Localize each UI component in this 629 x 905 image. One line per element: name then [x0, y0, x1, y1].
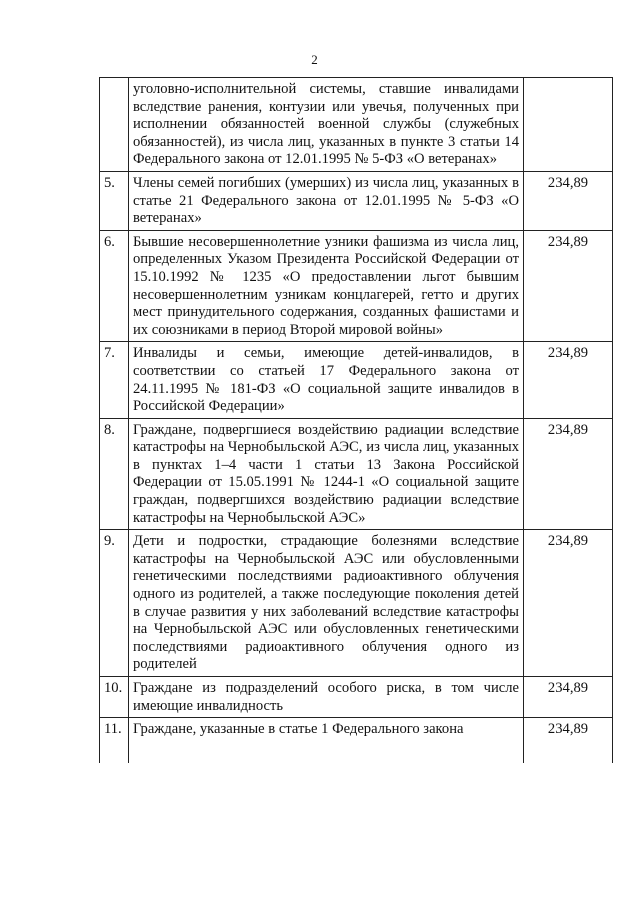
- row-text: Дети и подростки, страдающие болезнями вследствие катастрофы на Чернобыльской АЭС или обусловленными генетическими последствиями радиоактивного облучения одного из родителей, а также последующие поколения детей в случае развития у них заболеваний вследствие катастрофы на Чернобыльской АЭС или обусловленных генетическими последствиями радиоактивного облучения одного из родителей: [129, 530, 524, 677]
- row-number: 8.: [100, 418, 129, 530]
- row-text: уголовно-исполнительной системы, ставшие инвалидами вследствие ранения, контузии или увечья, полученных при исполнении обязанностей военной службы (служебных обязанностей), из числа лиц, указанных в пункте 3 статьи 14 Федерального закона от 12.01.1995 № 5-ФЗ «О ветеранах»: [129, 78, 524, 172]
- row-text: Граждане, подвергшиеся воздействию радиации вследствие катастрофы на Чернобыльской АЭС, из числа лиц, указанных в пунктах 1–4 части 1 статьи 13 Закона Российской Федерации от 15.05.1991 № 1244-1 «О социальной защите граждан, подвергшихся воздействию радиации вследствие катастрофы на Чернобыльской АЭС»: [129, 418, 524, 530]
- row-amount: 234,89: [524, 677, 613, 718]
- table-row: [100, 78, 613, 172]
- table-row: [100, 230, 613, 342]
- row-number: 5.: [100, 171, 129, 230]
- row-number: 10.: [100, 677, 129, 718]
- table-row: [100, 342, 613, 418]
- row-amount: 234,89: [524, 342, 613, 418]
- row-number: [100, 78, 129, 172]
- row-text: Инвалиды и семьи, имеющие детей-инвалидов, в соответствии со статьей 17 Федерального закона от 24.11.1995 № 181-ФЗ «О социальной защите инвалидов в Российской Федерации»: [129, 342, 524, 418]
- row-text: Граждане, указанные в статье 1 Федерального закона: [129, 718, 524, 764]
- row-number: 9.: [100, 530, 129, 677]
- benefits-table: [99, 77, 613, 763]
- table-row: [100, 418, 613, 530]
- row-amount: 234,89: [524, 418, 613, 530]
- row-text: Бывшие несовершеннолетние узники фашизма из числа лиц, определенных Указом Президента Российской Федерации от 15.10.1992 № 1235 «О предоставлении льгот бывшим несовершеннолетним узникам концлагерей, гетто и других мест принудительного содержания, созданных фашистами и их союзниками в период Второй мировой войны»: [129, 230, 524, 342]
- row-number: 6.: [100, 230, 129, 342]
- table-row: [100, 171, 613, 230]
- row-number: 7.: [100, 342, 129, 418]
- row-amount: 234,89: [524, 530, 613, 677]
- row-number: 11.: [100, 718, 129, 764]
- row-amount: [524, 78, 613, 172]
- table-row: [100, 677, 613, 718]
- row-amount: 234,89: [524, 171, 613, 230]
- table-row: [100, 530, 613, 677]
- table-row: [100, 718, 613, 764]
- row-amount: 234,89: [524, 718, 613, 764]
- row-amount: 234,89: [524, 230, 613, 342]
- page-number: 2: [311, 52, 318, 67]
- row-text: Члены семей погибших (умерших) из числа лиц, указанных в статье 21 Федерального закона от 12.01.1995 № 5-ФЗ «О ветеранах»: [129, 171, 524, 230]
- row-text: Граждане из подразделений особого риска, в том числе имеющие инвалидность: [129, 677, 524, 718]
